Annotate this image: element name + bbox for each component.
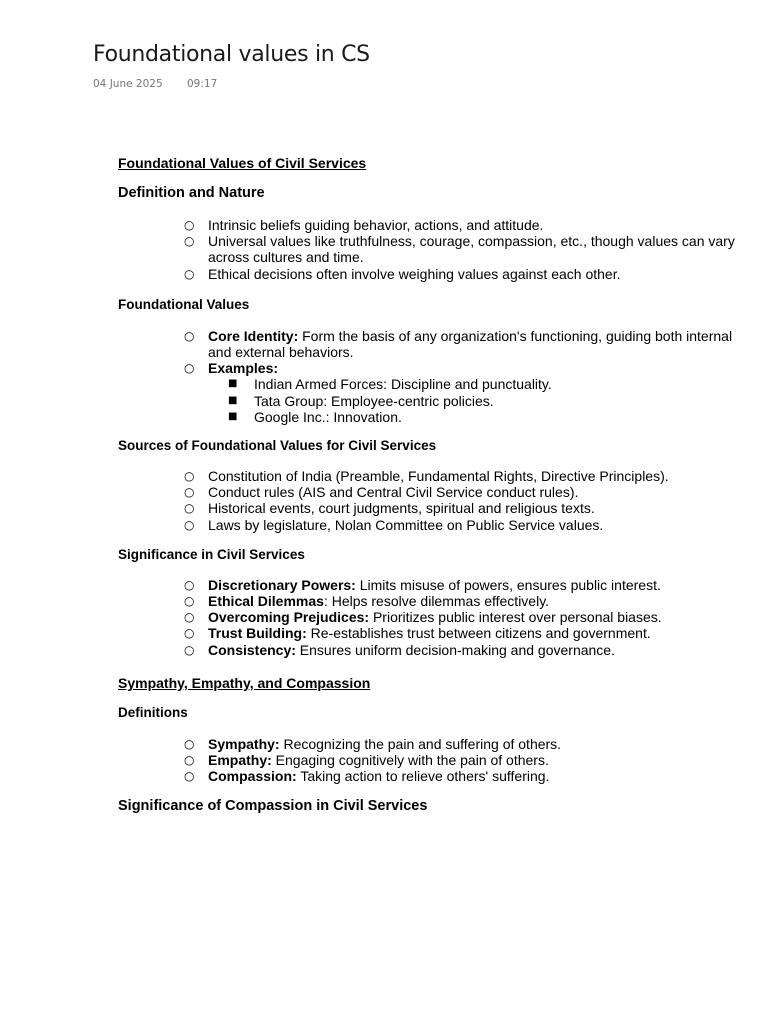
- main-heading: Foundational Values of Civil Services: [118, 155, 367, 171]
- definitions-list: [118, 736, 738, 785]
- section-heading-compassion-significance: Significance of Compassion in Civil Services: [118, 798, 428, 815]
- list-item: ○ Intrinsic beliefs guiding behavior, actions, and attitude.: [118, 217, 738, 233]
- list-item: ○ Universal values like truthfulness, courage, compassion, etc., though values can vary across cultures and time.: [118, 233, 738, 265]
- list-item: ○ Sympathy: Recognizing the pain and suffering of others.: [118, 736, 738, 752]
- list-item: ○ Constitution of India (Preamble, Fundamental Rights, Directive Principles).: [118, 468, 738, 484]
- list-item: ○ Examples: ■ Indian Armed Forces: Discipline and punctuality. ■ Tata Group: Employee-centric policies. ■ Google Inc.: Innovation.: [118, 360, 738, 425]
- list-item: ○ Overcoming Prejudices: Prioritizes public interest over personal biases.: [118, 609, 738, 625]
- list-item: ○ Historical events, court judgments, spiritual and religious texts.: [118, 500, 738, 516]
- section-heading-significance: Significance in Civil Services: [118, 546, 305, 562]
- definition-list: [118, 217, 738, 282]
- list-item: ■ Indian Armed Forces: Discipline and punctuality.: [208, 376, 738, 392]
- list-item: ○ Ethical decisions often involve weighing values against each other.: [118, 266, 738, 282]
- list-item: ○ Core Identity: Form the basis of any organization's functioning, guiding both internal and external behaviors.: [118, 328, 738, 360]
- page-date: 04 June 2025: [93, 78, 163, 90]
- list-item: ○ Ethical Dilemmas: Helps resolve dilemmas effectively.: [118, 593, 738, 609]
- section-heading-sources: Sources of Foundational Values for Civil Services: [118, 438, 437, 454]
- examples-list: [208, 376, 738, 425]
- foundational-values-list: [118, 328, 738, 425]
- list-item: ○ Consistency: Ensures uniform decision-making and governance.: [118, 642, 738, 658]
- page-title: Foundational values in CS: [93, 42, 370, 67]
- list-item: ○ Empathy: Engaging cognitively with the pain of others.: [118, 752, 738, 768]
- main-heading: Sympathy, Empathy, and Compassion: [118, 674, 371, 691]
- section-heading-foundational-values: Foundational Values: [118, 296, 250, 312]
- sources-list: [118, 468, 738, 533]
- section-heading-definitions: Definitions: [118, 704, 188, 720]
- list-item: ○ Conduct rules (AIS and Central Civil Service conduct rules).: [118, 484, 738, 500]
- list-item: ○ Trust Building: Re-establishes trust between citizens and government.: [118, 625, 738, 641]
- list-item: ○ Laws by legislature, Nolan Committee on Public Service values.: [118, 517, 738, 533]
- list-item: ○ Compassion: Taking action to relieve others' suffering.: [118, 768, 738, 784]
- section-heading-definition: Definition and Nature: [118, 185, 265, 201]
- note-content: [118, 154, 738, 815]
- page-time: 09:17: [187, 78, 218, 90]
- significance-list: [118, 577, 738, 658]
- list-item: ■ Google Inc.: Innovation.: [208, 409, 738, 425]
- list-item: ■ Tata Group: Employee-centric policies.: [208, 393, 738, 409]
- list-item: ○ Discretionary Powers: Limits misuse of powers, ensures public interest.: [118, 577, 738, 593]
